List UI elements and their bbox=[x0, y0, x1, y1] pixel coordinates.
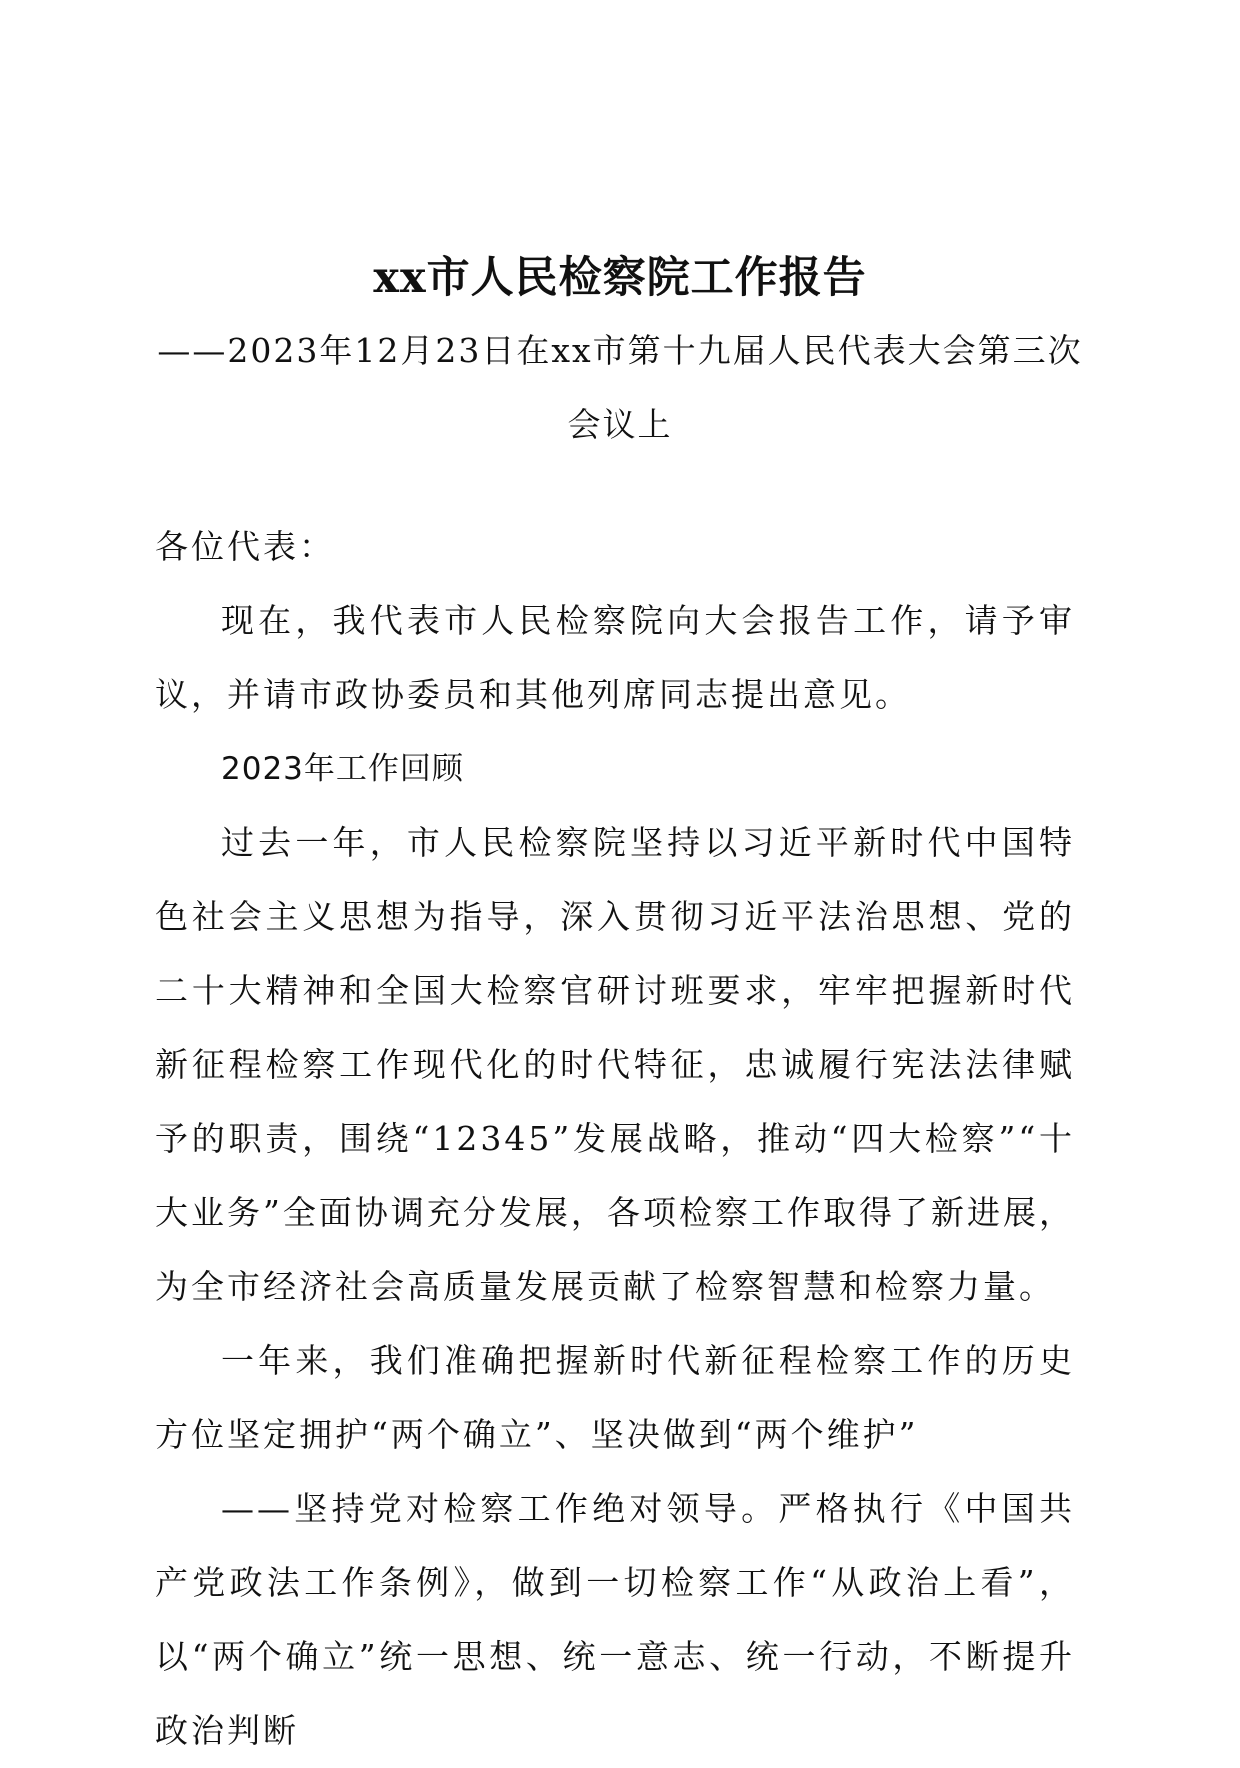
salutation: 各位代表： bbox=[155, 527, 335, 566]
paragraph-party-leadership: ——坚持党对检察工作绝对领导。严格执行《中国共产党政法工作条例》，做到一切检察工作“从政治上看”，以“两个确立”统一思想、统一意志、统一行动，不断提升政治判断 bbox=[155, 1489, 1075, 1750]
paragraph-year: 一年来，我们准确把握新时代新征程检察工作的历史方位坚定拥护“两个确立”、坚决做到“两个维护” bbox=[155, 1341, 1075, 1454]
section-heading: 2023年工作回顾 bbox=[221, 751, 464, 787]
paragraph-intro: 现在，我代表市人民检察院向大会报告工作，请予审议，并请市政协委员和其他列席同志提出意见。 bbox=[155, 601, 1075, 714]
document-subtitle: ——2023年12月23日在xx市第十九届人民代表大会第三次会议上 bbox=[157, 331, 1083, 444]
document-body bbox=[155, 510, 1075, 1768]
document-title: xx市人民检察院工作报告 bbox=[373, 253, 867, 303]
paragraph-review: 过去一年，市人民检察院坚持以习近平新时代中国特色社会主义思想为指导，深入贯彻习近平法治思想、党的二十大精神和全国大检察官研讨班要求，牢牢把握新时代新征程检察工作现代化的时代特征，忠诚履行宪法法律赋予的职责，围绕“12345”发展战略，推动“四大检察”“十大业务”全面协调充分发展，各项检察工作取得了新进展，为全市经济社会高质量发展贡献了检察智慧和检察力量。 bbox=[155, 823, 1075, 1306]
